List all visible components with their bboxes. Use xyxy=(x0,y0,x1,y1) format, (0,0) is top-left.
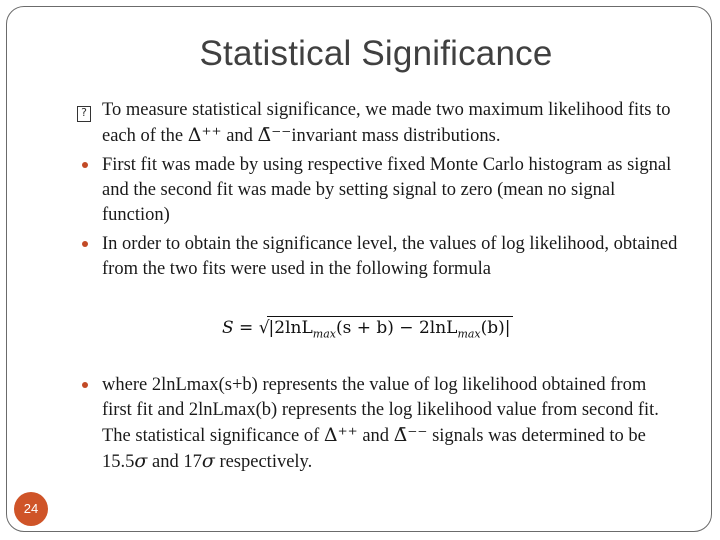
sigma-symbol-2: σ xyxy=(201,450,215,472)
formula-lhs: S = xyxy=(222,318,259,338)
bullet-2-text: First fit was made by using respective fixed Monte Carlo histogram as signal and the second fit was made by setting signal to zero (mean no signal function) xyxy=(102,155,672,225)
slide-title: Statistical Significance xyxy=(199,34,553,73)
bullet-1-text-a: To measure statistical significance, we made two maximum likelihood fits to each of the xyxy=(102,100,671,146)
missing-glyph-icon: ? xyxy=(77,106,91,122)
delta-plusplus-symbol: Δ⁺⁺ xyxy=(187,124,222,146)
formula-term-2: (s + b) − 2lnL xyxy=(335,318,458,338)
bullet-item-2 xyxy=(80,153,680,228)
bullet-4-text-b: signals was determined to be 15.5 xyxy=(102,426,646,472)
bullet-4 xyxy=(80,373,680,475)
formula-sub-1: max xyxy=(312,327,336,341)
bullet-1-text-b: and xyxy=(221,126,258,146)
antidelta-minusminus-symbol: Δ̄⁻⁻ xyxy=(257,124,292,146)
bullet-3-text: In order to obtain the significance level, the values of log likelihood, obtained from the two fits were used in the following formula xyxy=(102,234,678,279)
formula-sub-2: max xyxy=(457,327,481,341)
bullet-item-1 xyxy=(80,98,680,149)
sqrt-symbol: √ xyxy=(258,318,270,338)
bullet-item-4 xyxy=(80,373,680,479)
significance-formula xyxy=(222,316,513,340)
bullet-4-text-c: and 17 xyxy=(147,452,202,472)
formula-term-1: |2lnL xyxy=(268,318,313,338)
bullet-4-text-a: where 2lnLmax(s+b) represents the value of log likelihood obtained from first fit and 2lnLmax(b) represents the log likelihood value from second fit. The statistical significance of xyxy=(102,375,659,446)
sigma-symbol-1: σ xyxy=(134,450,148,472)
page-number-badge: 24 xyxy=(14,492,48,526)
bullet-4-and: and xyxy=(357,426,394,446)
bullet-list xyxy=(80,98,680,286)
bullet-4-text-d: respectively. xyxy=(214,452,313,472)
bullet-1-text-c: invariant mass distributions. xyxy=(291,126,501,146)
formula-radicand xyxy=(267,316,513,340)
delta-plusplus-symbol-2: Δ⁺⁺ xyxy=(323,424,358,446)
bullet-item-3 xyxy=(80,232,680,282)
antidelta-minusminus-symbol-2: Δ̄⁻⁻ xyxy=(393,424,428,446)
formula-term-3: (b)| xyxy=(480,318,511,338)
